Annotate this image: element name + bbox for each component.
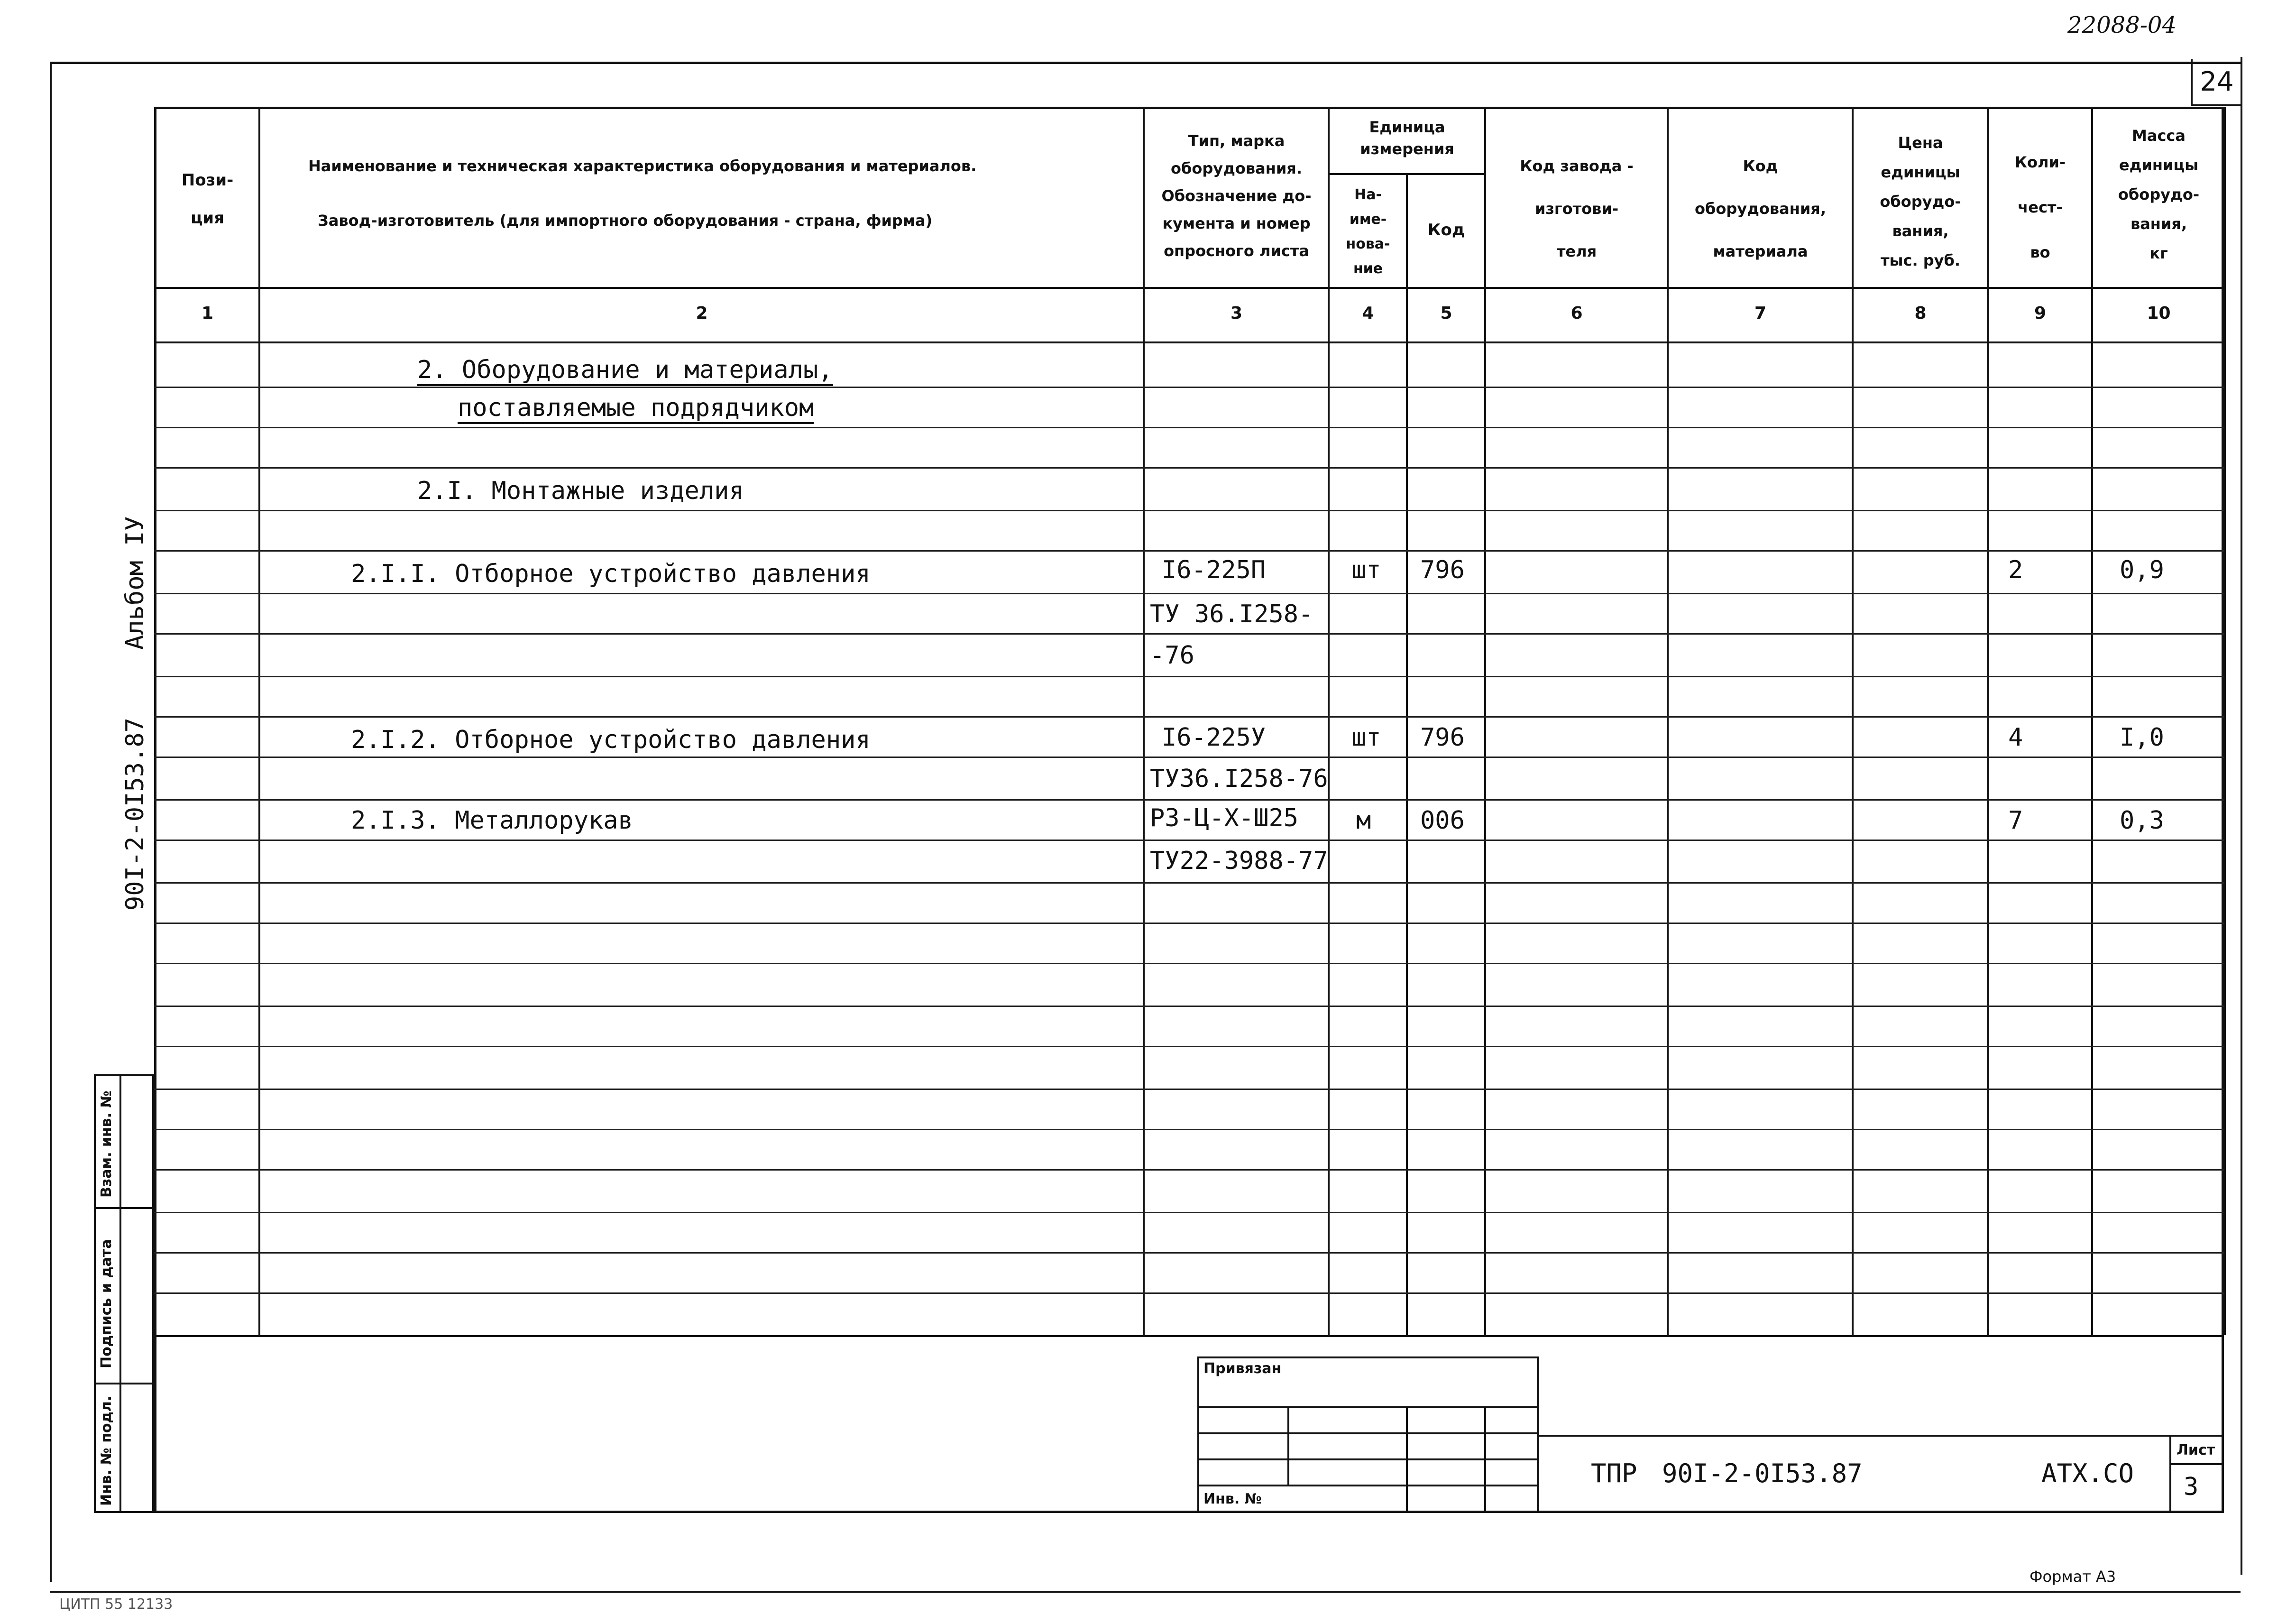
header-price: Цена единицы оборудо- вания, тыс. руб.: [1880, 134, 1961, 269]
sheet-corner-number: 24: [2200, 66, 2234, 97]
item3-code: 006: [1420, 806, 1465, 835]
header-equipment-code: Код оборудования, материала: [1695, 157, 1826, 260]
bottom-line: [50, 1591, 2241, 1593]
row-line: [154, 1292, 2224, 1294]
item3-doc: ТУ22-3988-77: [1150, 847, 1328, 875]
col-line-3: [1328, 107, 1330, 1335]
col-line-10: [2224, 107, 2226, 1335]
colnum-10: 10: [2147, 304, 2171, 323]
row-line: [154, 923, 2224, 924]
item1-name: 2.I.I. Отборное устройство давления: [351, 560, 871, 588]
row-line: [154, 882, 2224, 884]
header-unit-code: Код: [1427, 221, 1465, 240]
doc-number-top: 22088-04: [2067, 12, 2177, 38]
row-line: [154, 1169, 2224, 1171]
row-line: [154, 716, 2224, 718]
item1-type: I6-225П: [1162, 556, 1266, 584]
col-line-9: [2091, 107, 2093, 1335]
row-line: [154, 467, 2224, 469]
sheet-box-split: [2169, 1463, 2224, 1465]
header-unit: Единица измерения: [1360, 118, 1454, 158]
row-line: [154, 633, 2224, 635]
item2-mass: I,0: [2120, 723, 2164, 752]
item1-qty: 2: [2008, 556, 2023, 584]
row-line: [154, 1212, 2224, 1213]
row-line: [154, 676, 2224, 677]
colnum-4: 4: [1362, 304, 1374, 323]
colnum-7: 7: [1754, 304, 1767, 323]
attached-block: [1197, 1356, 1539, 1513]
item2-code: 796: [1420, 723, 1465, 752]
row-line: [154, 550, 2224, 552]
sheet-label: Лист: [2177, 1442, 2215, 1458]
colnum-bottom: [154, 341, 2224, 343]
inv-label: Инв. №: [1203, 1491, 1262, 1507]
colnum-3: 3: [1230, 304, 1243, 323]
col-line-8: [1987, 107, 1989, 1335]
item3-type: РЗ-Ц-Х-Ш25: [1150, 804, 1299, 832]
header-factory-code: Код завода - изготови- теля: [1520, 157, 1634, 260]
header-mass: Масса единицы оборудо- вания, кг: [2118, 127, 2200, 262]
col-line-6: [1667, 107, 1669, 1335]
item2-type: I6-225У: [1162, 723, 1266, 752]
colnum-9: 9: [2034, 304, 2047, 323]
attached-label: Привязан: [1203, 1360, 1282, 1377]
row-line: [154, 387, 2224, 388]
attached-vline2: [1406, 1406, 1408, 1513]
item3-name: 2.I.3. Металлорукав: [351, 806, 633, 835]
header-unit-name: На- имe- нова- ние: [1346, 186, 1390, 277]
colnum-8: 8: [1914, 304, 1927, 323]
col-line-2: [1143, 107, 1145, 1335]
stamp-inv-original: Инв. № подл.: [98, 1395, 115, 1506]
table-body-bottom: [154, 1335, 2224, 1337]
item1-doc1: ТУ 36.I258-: [1150, 600, 1313, 628]
attached-line1: [1197, 1406, 1539, 1408]
item1-doc2: -76: [1150, 641, 1194, 670]
section-title-2: поставляемые подрядчиком: [458, 394, 814, 422]
colnum-2: 2: [696, 304, 708, 323]
item1-code: 796: [1420, 556, 1465, 584]
left-stamp-sep1: [94, 1207, 154, 1209]
attached-line2: [1197, 1432, 1539, 1434]
tpr-label: ТПР: [1591, 1458, 1637, 1488]
left-stamp-sep2: [94, 1383, 154, 1384]
header-type: Тип, марка оборудования. Обозначение до- кумента и номер опросного листа: [1161, 132, 1312, 260]
left-stamp-divider: [119, 1074, 121, 1513]
item2-name: 2.I.2. Отборное устройство давления: [351, 726, 871, 754]
colnum-5: 5: [1440, 304, 1452, 323]
row-line: [154, 510, 2224, 511]
doc-code: АТХ.СО: [2041, 1458, 2134, 1488]
row-line: [154, 1252, 2224, 1254]
col-line-5: [1484, 107, 1486, 1335]
item2-doc: ТУ36.I258-76: [1150, 765, 1328, 793]
project-code-side: 90I-2-0I53.87: [121, 718, 149, 911]
col-line-4: [1406, 173, 1408, 1335]
header-position: Пози- ция: [181, 171, 234, 228]
album-label: Альбом IУ: [121, 516, 149, 650]
row-line: [154, 799, 2224, 801]
item2-unit: шт: [1351, 723, 1381, 752]
row-line: [154, 593, 2224, 594]
row-line: [154, 427, 2224, 428]
attached-vline1: [1287, 1406, 1289, 1485]
bottom-left-mark: ЦИТП 55 12133: [59, 1596, 173, 1613]
item1-mass: 0,9: [2120, 556, 2164, 584]
col-line-1: [258, 107, 260, 1335]
col-line-7: [1852, 107, 1854, 1335]
header-name: Наименование и техническая характеристика оборудования и материалов. Завод-изготовитель (для импортного оборудования - страна, фирма): [308, 157, 977, 230]
attached-line3: [1197, 1458, 1539, 1460]
section-title-1: 2. Оборудование и материалы,: [417, 356, 833, 384]
row-line: [154, 1006, 2224, 1007]
subsection-title: 2.I. Монтажные изделия: [417, 477, 744, 505]
item2-qty: 4: [2008, 723, 2023, 752]
item3-mass: 0,3: [2120, 806, 2164, 835]
row-line: [154, 1089, 2224, 1090]
stamp-signature-date: Подпись и дата: [98, 1239, 115, 1368]
colnum-6: 6: [1570, 304, 1583, 323]
header-bottom: [154, 287, 2224, 289]
item1-unit: шт: [1351, 556, 1381, 584]
row-line: [154, 963, 2224, 964]
row-line: [154, 840, 2224, 841]
project-code: 90I-2-0I53.87: [1662, 1458, 1863, 1488]
colnum-1: 1: [201, 304, 214, 323]
attached-line4: [1197, 1485, 1539, 1486]
row-line: [154, 1129, 2224, 1130]
format-label: Формат А3: [2030, 1568, 2116, 1586]
row-line: [154, 1046, 2224, 1047]
title-block-top: [1539, 1435, 2224, 1437]
frame-right: [2241, 57, 2242, 1575]
item3-unit: м: [1356, 806, 1371, 835]
row-line: [154, 757, 2224, 758]
attached-vline3: [1484, 1406, 1486, 1513]
sheet-number: 3: [2184, 1473, 2199, 1501]
unit-header-split: [1328, 173, 1484, 175]
item3-qty: 7: [2008, 806, 2023, 835]
stamp-replace-inv: Взам. инв. №: [98, 1090, 115, 1198]
header-quantity: Коли- чест- во: [2014, 153, 2066, 261]
